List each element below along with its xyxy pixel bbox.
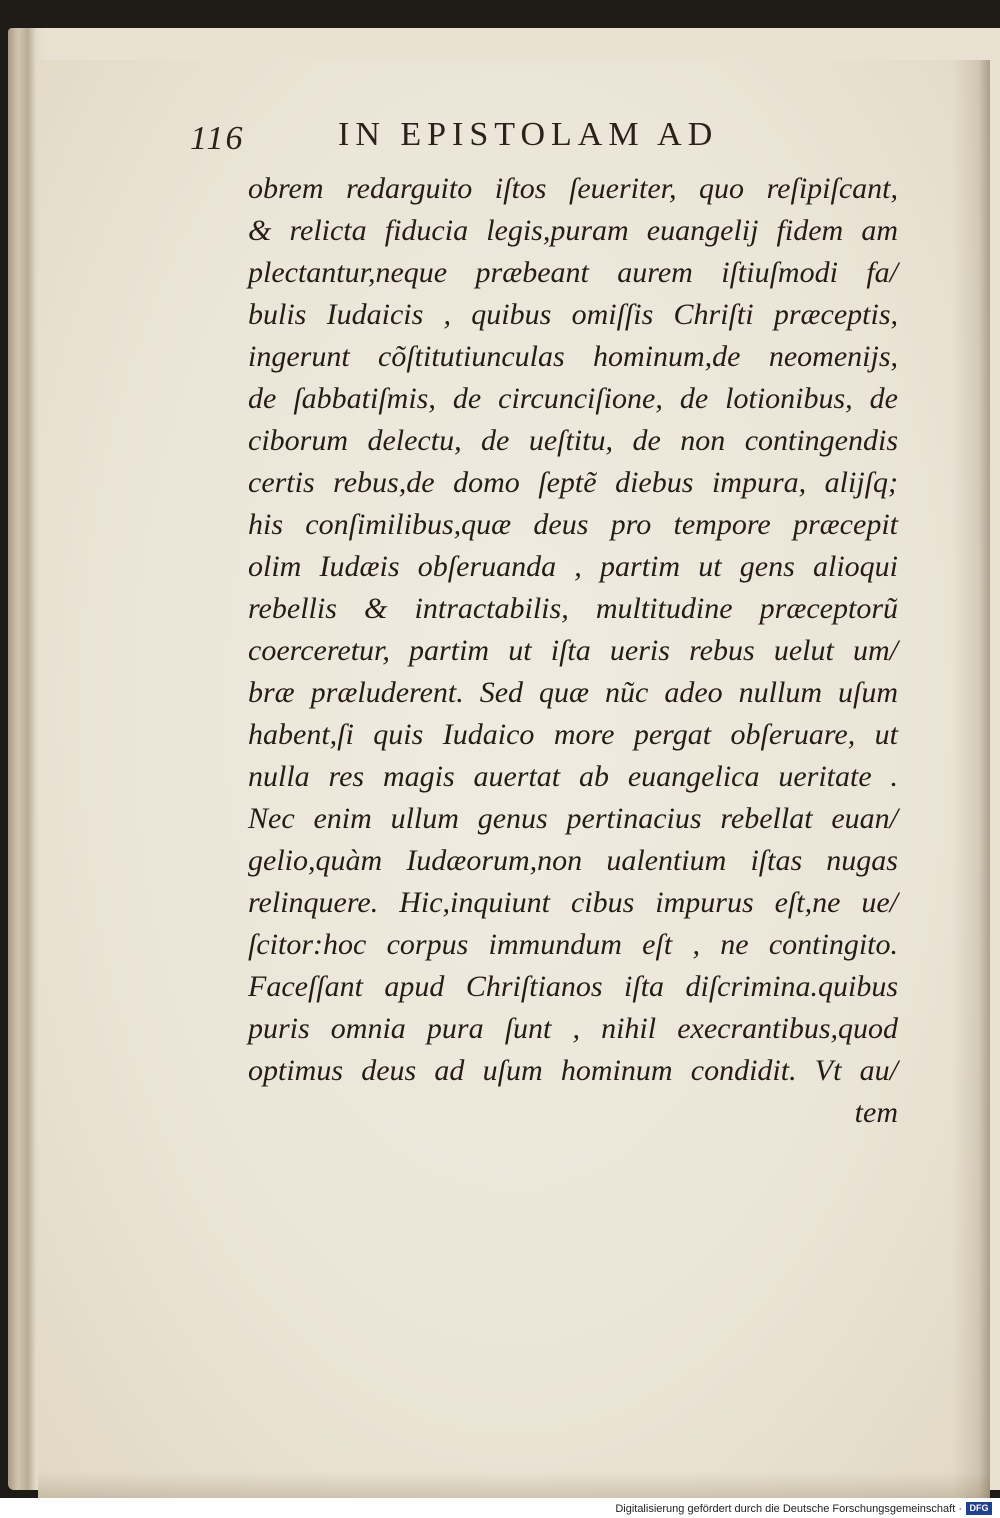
catchword: tem bbox=[854, 1096, 898, 1129]
text-line: & relicta fiducia legis,puram euangelij fidem am bbox=[248, 214, 898, 247]
text-line: relinquere. Hic,inquiunt cibus impurus eſt,ne ue/ bbox=[248, 886, 898, 919]
running-head: IN EPISTOLAM AD bbox=[338, 116, 719, 153]
text-line: Faceſſant apud Chriſtianos iſta diſcrimina.quibus bbox=[248, 970, 898, 1003]
text-block bbox=[248, 168, 898, 1134]
text-line: certis rebus,de domo ſeptẽ diebus impura, alijſq; bbox=[248, 466, 898, 499]
text-line: habent,ſi quis Iudaico more pergat obſeruare, ut bbox=[248, 718, 898, 751]
text-line: olim Iudæis obſeruanda , partim ut gens alioqui bbox=[248, 550, 898, 583]
text-line: bræ præluderent. Sed quæ nũc adeo nullum uſum bbox=[248, 676, 898, 709]
text-line: ciborum delectu, de ueſtitu, de non contingendis bbox=[248, 424, 898, 457]
text-line: gelio,quàm Iudæorum,non ualentium iſtas nugas bbox=[248, 844, 898, 877]
text-line: Nec enim ullum genus pertinacius rebellat euan/ bbox=[248, 802, 898, 835]
text-line: his conſimilibus,quæ deus pro tempore præcepit bbox=[248, 508, 898, 541]
text-line: ingerunt cõſtitutiunculas hominum,de neomenijs, bbox=[248, 340, 898, 373]
gutter-shadow bbox=[952, 60, 990, 1502]
text-line: bulis Iudaicis , quibus omiſſis Chriſti præceptis, bbox=[248, 298, 898, 331]
text-line: coerceretur, partim ut iſta ueris rebus uelut um/ bbox=[248, 634, 898, 667]
text-line: ſcitor:hoc corpus immundum eſt , ne contingito. bbox=[248, 928, 898, 961]
text-line: rebellis & intractabilis, multitudine præceptorũ bbox=[248, 592, 898, 625]
text-line: puris omnia pura ſunt , nihil execrantibus,quod bbox=[248, 1012, 898, 1045]
text-line: optimus deus ad uſum hominum condidit. Vt au/ bbox=[248, 1054, 898, 1087]
text-line: obrem redarguito iſtos ſeueriter, quo reſipiſcant, bbox=[248, 172, 898, 205]
text-line: de ſabbatiſmis, de circunciſione, de lotionibus, de bbox=[248, 382, 898, 415]
footer-bar bbox=[0, 1498, 1000, 1518]
dfg-logo-icon: DFG bbox=[966, 1502, 992, 1515]
text-line: plectantur,neque præbeant aurem iſtiuſmodi fa/ bbox=[248, 256, 898, 289]
text-line: nulla res magis auertat ab euangelica ueritate . bbox=[248, 760, 898, 793]
funding-notice: Digitalisierung gefördert durch die Deutsche Forschungsgemeinschaft · bbox=[615, 1503, 962, 1515]
page-number: 116 bbox=[190, 120, 245, 157]
